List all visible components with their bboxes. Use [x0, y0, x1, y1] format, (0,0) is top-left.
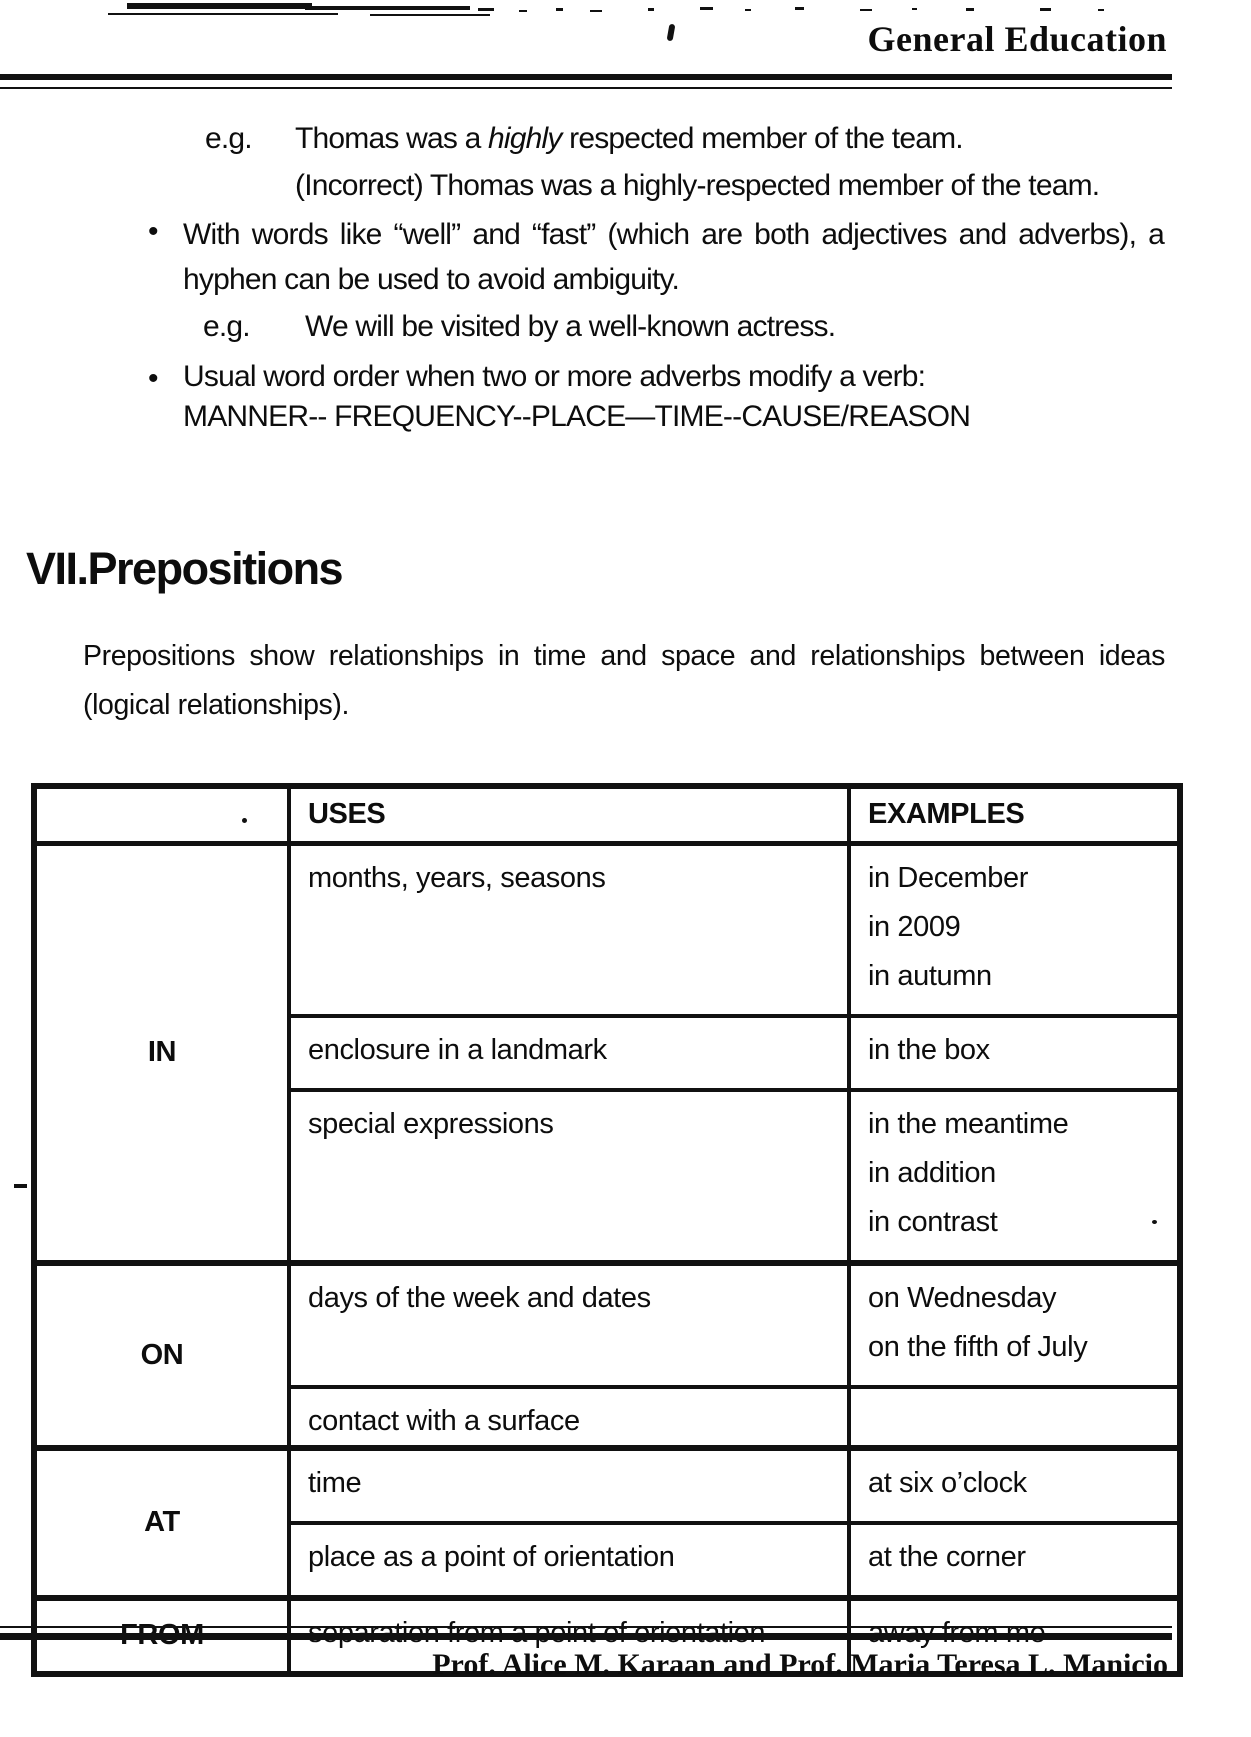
scan-noise-dash: [590, 10, 602, 12]
bullet1-example-text: We will be visited by a well-known actress.: [305, 310, 836, 343]
examples-cell: [849, 1263, 1180, 1387]
example-line: on the fifth of July: [868, 1330, 1088, 1363]
scan-noise-dash: [305, 6, 470, 10]
example-line: at the corner: [868, 1540, 1026, 1573]
table-row: [34, 1263, 1180, 1387]
header-cell-uses: USES: [289, 786, 849, 843]
header-cell-blank: [34, 786, 289, 843]
scan-noise-dash: [648, 8, 654, 11]
scan-noise-dash: [795, 7, 804, 10]
bullet1-text: With words like “well” and “fast” (which are both adjectives and adverbs), a hyphen can be used to avoid ambiguity.: [183, 218, 1164, 296]
example1-post: respected member of the team.: [561, 122, 963, 155]
example-line: in 2009: [868, 910, 961, 943]
example-line: in contrast: [868, 1205, 998, 1238]
table-row: [34, 1448, 1180, 1523]
use-cell: contact with a surface: [289, 1387, 849, 1448]
examples-cell: [849, 1448, 1180, 1523]
scan-noise-dash: [745, 9, 751, 11]
example1-line2: (Incorrect) Thomas was a highly-respected member of the team.: [295, 169, 1100, 202]
table-header-row: [34, 786, 1180, 843]
example1-pre: Thomas was a: [295, 122, 489, 155]
use-cell: special expressions: [289, 1090, 849, 1263]
scan-noise-dash: [860, 9, 872, 11]
examples-cell: [849, 1387, 1180, 1448]
example-line: in addition: [868, 1156, 996, 1189]
examples-cell: [849, 1016, 1180, 1090]
header-rule-thick: [0, 74, 1172, 80]
example-line: on Wednesday: [868, 1281, 1057, 1314]
use-cell: days of the week and dates: [289, 1263, 849, 1387]
example-line: at six o’clock: [868, 1466, 1027, 1499]
scan-noise-dash: [108, 13, 338, 15]
scan-noise-dash: [127, 3, 312, 9]
preposition-cell-on: ON: [34, 1263, 289, 1448]
scan-noise-dash: [966, 8, 974, 11]
prepositions-table: [31, 783, 1183, 1677]
examples-cell: [849, 1523, 1180, 1598]
scan-noise-mark: [667, 24, 676, 42]
scan-noise-dash: [1098, 9, 1104, 11]
scan-noise-dash: [700, 7, 713, 10]
scan-noise-dash: [912, 8, 917, 10]
preposition-cell-in: IN: [34, 843, 289, 1263]
scan-noise-dash: [370, 14, 490, 16]
example1-label: e.g.: [205, 122, 252, 155]
example-line: in autumn: [868, 959, 992, 992]
bullet-marker: •: [148, 215, 159, 248]
section-title: Prepositions: [87, 543, 343, 594]
example-line: in the box: [868, 1033, 990, 1066]
footer-authors: Prof. Alice M. Karaan and Prof. Maria Teresa L. Manicio: [432, 1648, 1168, 1681]
example1-line1: [295, 120, 963, 158]
scan-noise-dash: [1040, 8, 1051, 11]
use-cell: time: [289, 1448, 849, 1523]
scan-noise-dash: [556, 8, 563, 11]
examples-cell: [849, 843, 1180, 1016]
scan-noise-dash: [478, 8, 494, 11]
use-cell: enclosure in a landmark: [289, 1016, 849, 1090]
scan-noise-dash: [14, 1184, 27, 1188]
bullet-marker: •: [148, 362, 159, 395]
example-line: in December: [868, 861, 1028, 894]
example-line: in the meantime: [868, 1107, 1069, 1140]
preposition-cell-at: AT: [34, 1448, 289, 1598]
header-rule-thin: [0, 87, 1172, 89]
adverb-order-line: MANNER-- FREQUENCY--PLACE—TIME--CAUSE/REASON: [183, 400, 971, 433]
section-number: VII.: [26, 543, 88, 594]
use-cell: months, years, seasons: [289, 843, 849, 1016]
table-row: [34, 843, 1180, 1016]
footer-rule-thin: [0, 1626, 1172, 1628]
header-cell-examples: EXAMPLES: [849, 786, 1180, 843]
page-header-title: General Education: [867, 19, 1167, 59]
scan-noise-dash: [519, 10, 527, 12]
bullet2-text: Usual word order when two or more adverbs modify a verb:: [183, 360, 926, 393]
bullet1-example-label: e.g.: [203, 310, 250, 343]
examples-cell: [849, 1090, 1180, 1263]
use-cell: place as a point of orientation: [289, 1523, 849, 1598]
example1-italic-word: highly: [488, 122, 562, 155]
section-intro: Prepositions show relationships in time and space and relationships between ideas (logical relationships).: [83, 640, 1165, 721]
section-heading: [26, 543, 342, 595]
footer-rule-thick: [0, 1633, 1172, 1640]
